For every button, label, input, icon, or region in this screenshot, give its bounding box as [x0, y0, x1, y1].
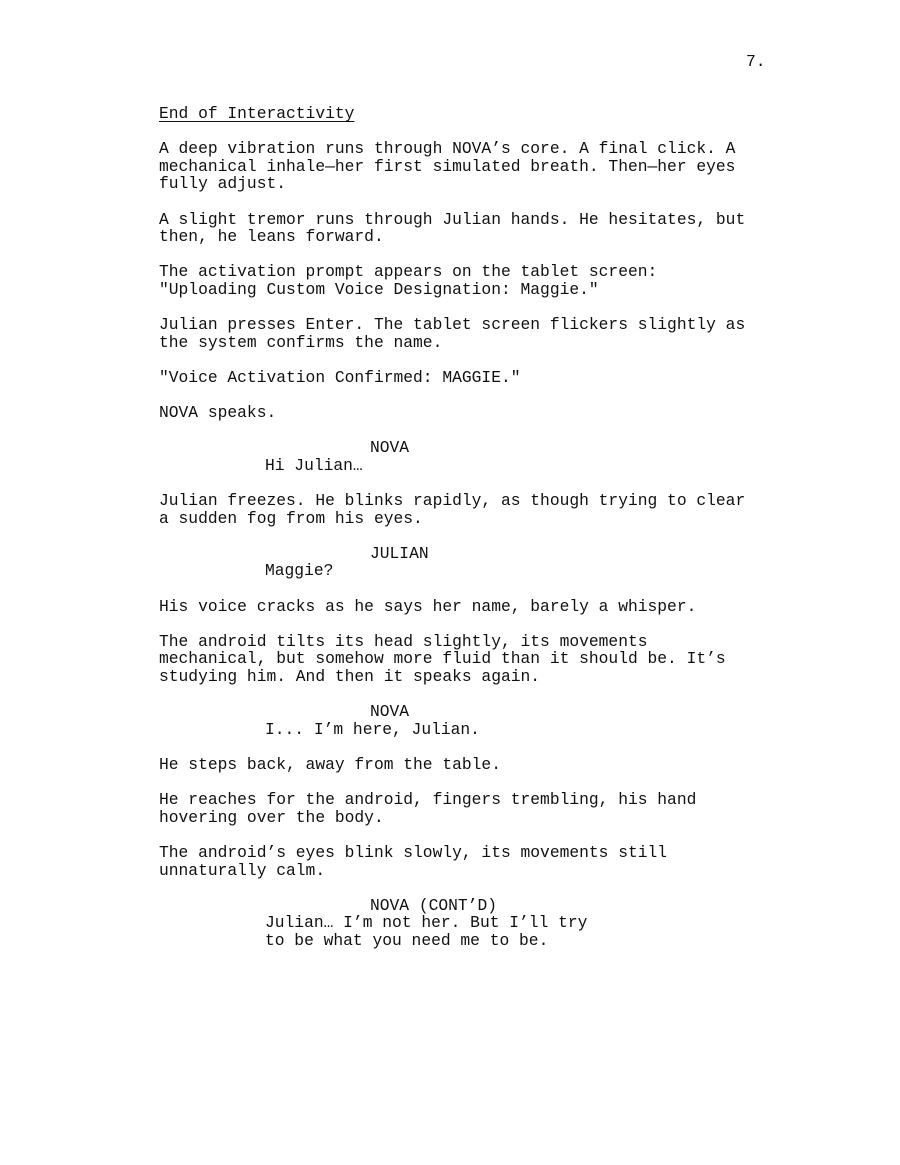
action-line: Julian presses Enter. The tablet screen flickers slightly as — [159, 315, 746, 335]
action-block — [159, 492, 799, 527]
character-name: JULIAN — [370, 543, 429, 563]
action-line: unnaturally calm. — [159, 860, 326, 880]
action-block — [159, 369, 799, 387]
action-line: The activation prompt appears on the tablet screen: — [159, 262, 658, 282]
action-block — [159, 598, 799, 616]
action-line: The android tilts its head slightly, its movements — [159, 631, 648, 651]
action-line: "Uploading Custom Voice Designation: Maggie." — [159, 279, 599, 299]
dialogue-line: I... I’m here, Julian. — [265, 719, 480, 739]
action-block — [159, 791, 799, 826]
action-line: His voice cracks as he says her name, barely a whisper. — [159, 596, 697, 616]
action-line: mechanical inhale—her first simulated breath. Then—her eyes — [159, 156, 736, 176]
action-block — [159, 844, 799, 879]
action-line: hovering over the body. — [159, 807, 384, 827]
action-line: The android’s eyes blink slowly, its movements still — [159, 842, 668, 862]
action-line: A deep vibration runs through NOVA’s core. A final click. A — [159, 139, 736, 159]
action-block — [159, 140, 799, 193]
dialogue-line: Julian… I’m not her. But I’ll try — [265, 913, 588, 933]
dialogue-block — [159, 545, 799, 580]
dialogue-line: Maggie? — [265, 561, 334, 581]
script-body — [159, 105, 799, 950]
action-line: a sudden fog from his eyes. — [159, 508, 423, 528]
dialogue-block — [159, 897, 799, 950]
action-block — [159, 316, 799, 351]
action-block — [159, 756, 799, 774]
action-line: fully adjust. — [159, 174, 287, 194]
action-line: "Voice Activation Confirmed: MAGGIE." — [159, 367, 521, 387]
action-block — [159, 404, 799, 422]
dialogue-block — [159, 439, 799, 474]
action-line: studying him. And then it speaks again. — [159, 667, 541, 686]
action-block — [159, 211, 799, 246]
scene-heading: End of Interactivity — [159, 104, 355, 123]
dialogue-line: to be what you need me to be. — [265, 930, 549, 950]
character-name: NOVA — [370, 702, 410, 722]
page-number: 7. — [746, 52, 766, 71]
action-line: He reaches for the android, fingers trembling, his hand — [159, 790, 697, 810]
action-line: then, he leans forward. — [159, 227, 384, 247]
action-line: A slight tremor runs through Julian hands. He hesitates, but — [159, 209, 746, 229]
dialogue-block — [159, 703, 799, 738]
action-line: He steps back, away from the table. — [159, 754, 501, 774]
action-line: Julian freezes. He blinks rapidly, as though trying to clear — [159, 491, 746, 511]
action-line: the system confirms the name. — [159, 332, 443, 352]
action-line: mechanical, but somehow more fluid than it should be. It’s — [159, 649, 726, 669]
character-name: NOVA — [370, 438, 410, 458]
action-line: NOVA speaks. — [159, 403, 277, 423]
action-block — [159, 263, 799, 298]
character-name: NOVA (CONT’D) — [370, 895, 498, 915]
action-block — [159, 633, 799, 686]
dialogue-line: Hi Julian… — [265, 455, 363, 475]
